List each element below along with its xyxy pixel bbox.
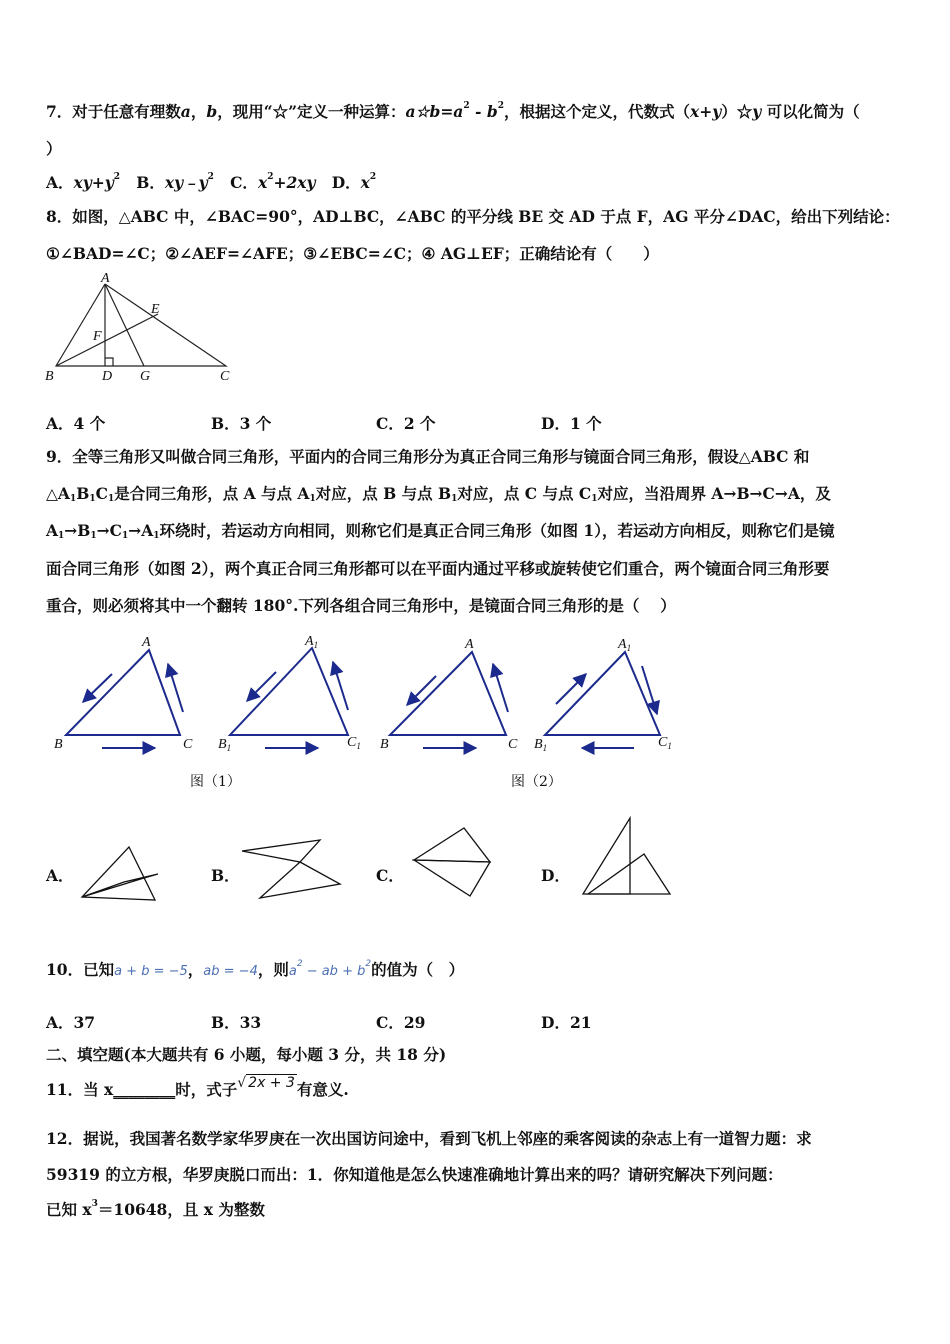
- triangle-abc-fig1: [66, 650, 180, 735]
- q9-line1: 9．全等三角形又叫做合同三角形，平面内的合同三角形分为真正合同三角形与镜面合同三角形，假设△ABC 和: [46, 447, 810, 466]
- arrow-ca-2: [493, 664, 508, 712]
- q12-line1: 12．据说，我国著名数学家华罗庚在一次出国访问途中，看到飞机上邻座的乘客阅读的杂志上有一道智力题：求: [46, 1129, 812, 1148]
- q9-option-d[interactable]: D．: [541, 866, 570, 885]
- q8-option-b[interactable]: B．3 个: [211, 414, 272, 433]
- arrow-a1c1: [642, 666, 657, 714]
- arrow-b1a1: [556, 674, 586, 704]
- q12-line3: 已知 $x^3=10648$，且 x 为整数: [46, 1199, 265, 1219]
- fig1-label-a1: $A_1$: [305, 634, 319, 650]
- fig2-label-c: C: [508, 737, 518, 752]
- q9-line4: 面合同三角形（如图 2），两个真正合同三角形都可以在平面内通过平移或旋转使它们重合，两个镜面合同三角形要: [46, 559, 830, 578]
- right-angle-mark: [105, 358, 113, 366]
- q9-orientation-figures: [50, 632, 690, 762]
- fig2-label-b: B: [380, 737, 389, 752]
- label-f: F: [93, 329, 102, 344]
- triangle-abc-fig2: [390, 652, 506, 735]
- q8-option-c[interactable]: C．2 个: [376, 414, 436, 433]
- fig1-label-c: C: [183, 737, 193, 752]
- q9-option-b[interactable]: B．: [211, 866, 240, 885]
- bisector-ag: [105, 284, 144, 366]
- triangle-abc: [56, 284, 226, 366]
- q9-option-a[interactable]: A．: [46, 866, 74, 885]
- label-c: C: [220, 369, 230, 384]
- q9-line3: A1→B1→C1→A1环绕时，若运动方向相同，则称它们是真正合同三角形（如图 1），若运动方向相反，则称它们是镜: [46, 521, 835, 541]
- arrow-ca: [168, 664, 183, 712]
- q10-eq3: $a^2$ − ab + $b^2$: [288, 959, 372, 979]
- q11-line: 11．当 x________时，式子√ 2x + 3 有意义.: [46, 1075, 349, 1099]
- q11-radical: √ 2x + 3: [237, 1075, 295, 1091]
- q9-option-b-figure: [240, 836, 345, 901]
- q7-options: A．$xy+y^2$ B．$xy﹣y^2$ C．$x^2+2xy$ D．$x^2$: [46, 172, 377, 192]
- arrow-ab: [83, 674, 112, 702]
- q9-option-a-figure: [80, 842, 160, 904]
- fig1-label-c1: $C_1$: [347, 735, 361, 751]
- section-2-heading: 二、填空题(本大题共有 6 小题，每小题 3 分，共 18 分): [46, 1045, 447, 1064]
- fig1-label-a: A: [142, 635, 151, 650]
- q8-triangle-figure: [40, 272, 240, 392]
- fig1-label-b1: $B_1$: [218, 737, 232, 753]
- caption-figure-1: 图（1）: [190, 774, 241, 790]
- q10-eq1: a + b = −5: [114, 964, 188, 979]
- label-a: A: [101, 271, 110, 286]
- q10-option-b[interactable]: B．33: [211, 1013, 262, 1032]
- q11-answer-blank[interactable]: ________: [113, 1080, 176, 1099]
- fig2-label-a: A: [465, 637, 474, 652]
- q8-line2: ①∠BAD=∠C；②∠AEF=∠AFE；③∠EBC=∠C；④ AG⊥EF；正确结论有（ ）: [46, 244, 659, 263]
- q10-option-c[interactable]: C．29: [376, 1013, 426, 1032]
- q10-line: 10．已知a + b = −5，ab = −4，则$a^2$ − ab + $b^2$的值为（ ）: [46, 959, 465, 979]
- arrow-ab-2: [407, 676, 436, 705]
- arrow-a1b1: [247, 672, 276, 701]
- q8-option-a[interactable]: A．4 个: [46, 414, 106, 433]
- fig2-label-a1: $A_1$: [618, 637, 632, 653]
- q7-line2: ）: [46, 139, 62, 158]
- q12-line2: 59319 的立方根，华罗庚脱口而出：1．你知道他是怎么快速准确地计算出来的吗？请研究解决下列问题：: [46, 1165, 783, 1184]
- q8-line1: 8．如图，△ABC 中，∠BAC=90°，AD⊥BC，∠ABC 的平分线 BE 交 AD 于点 F，AG 平分∠DAC，给出下列结论：: [46, 207, 900, 226]
- q10-option-d[interactable]: D．21: [541, 1013, 592, 1032]
- q8-option-d[interactable]: D．1 个: [541, 414, 602, 433]
- q9-line5: 重合，则必须将其中一个翻转 180°.下列各组合同三角形中，是镜面合同三角形的是（ ）: [46, 596, 676, 615]
- fig2-label-c1: $C_1$: [658, 735, 672, 751]
- q10-option-a[interactable]: A．37: [46, 1013, 96, 1032]
- q9-option-c[interactable]: C．: [376, 866, 404, 885]
- fig2-label-b1: $B_1$: [534, 737, 548, 753]
- caption-figure-2: 图（2）: [511, 774, 562, 790]
- fig1-label-b: B: [54, 737, 63, 752]
- label-g: G: [140, 369, 151, 384]
- triangle-a1b1c1-fig1: [230, 648, 348, 735]
- label-e: E: [151, 302, 160, 317]
- label-d: D: [102, 369, 113, 384]
- q7-line1: 7．对于任意有理数a，b，现用“☆”定义一种运算：$a☆b=a^2 - b^2$，根据这个定义，代数式（x+y）☆y 可以化简为（: [46, 101, 860, 121]
- q9-line2: △A1B1C1是合同三角形，点 A 与点 A1对应，点 B 与点 B1对应，点 C 与点 C1对应，当沿周界 A→B→C→A，及: [46, 484, 831, 504]
- label-b: B: [45, 369, 54, 384]
- q9-option-c-figure: [408, 824, 498, 900]
- q9-option-d-figure: [580, 814, 675, 898]
- triangle-a1b1c1-fig2: [545, 652, 660, 735]
- q10-eq2: ab = −4: [203, 964, 258, 979]
